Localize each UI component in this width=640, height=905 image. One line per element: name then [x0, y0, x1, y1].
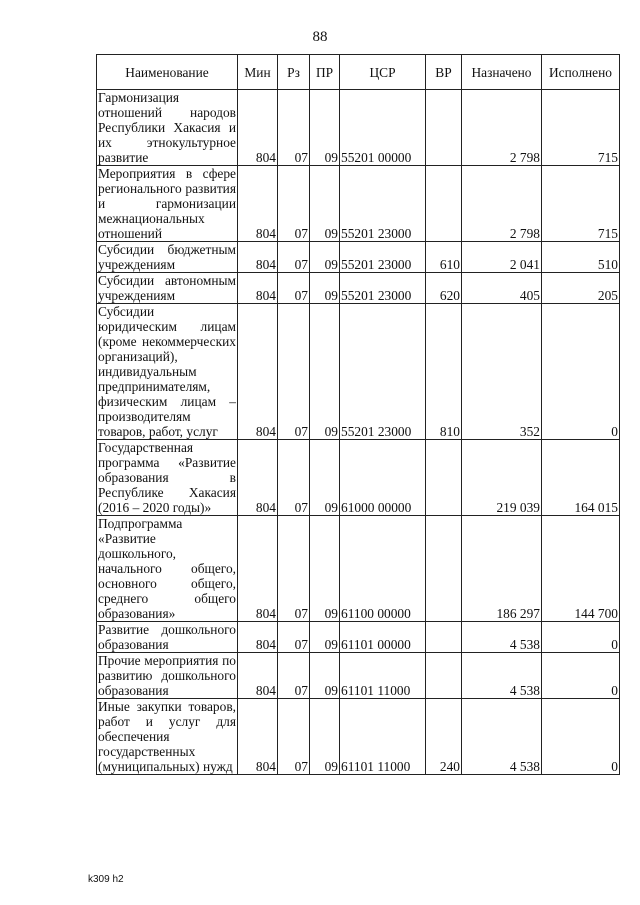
- row-name: Иные закупки товаров, работ и услуг для обеспечения государственных (муниципальных) нужд: [98, 699, 236, 774]
- table-row: [97, 516, 620, 622]
- table-row: [97, 653, 620, 699]
- row-min: 804: [238, 699, 278, 775]
- row-vr: 620: [426, 273, 462, 304]
- table-header-row: [97, 55, 620, 90]
- row-vr: 810: [426, 304, 462, 440]
- row-name: Субсидии юридическим лицам (кроме некоммерческих организаций), индивидуальным предпринимателям, физическим лицам – производителям товаров, работ, услуг: [98, 304, 236, 439]
- row-name: Государственная программа «Развитие образования в Республике Хакасия (2016 – 2020 годы)»: [98, 440, 236, 515]
- row-vr: [426, 90, 462, 166]
- row-pr: 09: [310, 90, 340, 166]
- row-csr: 55201 23000: [340, 166, 426, 242]
- row-csr: 61101 11000: [340, 699, 426, 775]
- row-pr: 09: [310, 273, 340, 304]
- row-min: 804: [238, 622, 278, 653]
- row-name: Гармонизация отношений народов Республики Хакасия и их этнокультурное развитие: [98, 90, 236, 165]
- table-row: [97, 242, 620, 273]
- row-executed: 0: [542, 653, 620, 699]
- row-rz: 07: [278, 516, 310, 622]
- row-pr: 09: [310, 166, 340, 242]
- row-rz: 07: [278, 273, 310, 304]
- row-executed: 715: [542, 166, 620, 242]
- row-pr: 09: [310, 622, 340, 653]
- header-executed: Исполнено: [542, 55, 620, 90]
- row-min: 804: [238, 166, 278, 242]
- table-row: [97, 440, 620, 516]
- row-vr: 240: [426, 699, 462, 775]
- header-min: Мин: [238, 55, 278, 90]
- row-name: Прочие мероприятия по развитию дошкольного образования: [98, 653, 236, 698]
- header-rz: Рз: [278, 55, 310, 90]
- row-executed: 144 700: [542, 516, 620, 622]
- row-executed: 205: [542, 273, 620, 304]
- row-executed: 0: [542, 622, 620, 653]
- table-row: [97, 166, 620, 242]
- row-min: 804: [238, 304, 278, 440]
- table-row: [97, 304, 620, 440]
- row-rz: 07: [278, 90, 310, 166]
- row-pr: 09: [310, 699, 340, 775]
- budget-table: [96, 54, 620, 775]
- row-rz: 07: [278, 242, 310, 273]
- row-name: Мероприятия в сфере регионального развития и гармонизации межнациональных отношений: [98, 166, 236, 241]
- row-executed: 0: [542, 699, 620, 775]
- row-csr: 55201 00000: [340, 90, 426, 166]
- row-vr: [426, 440, 462, 516]
- header-name: Наименование: [97, 55, 238, 90]
- row-csr: 61100 00000: [340, 516, 426, 622]
- row-csr: 55201 23000: [340, 273, 426, 304]
- row-vr: [426, 166, 462, 242]
- row-name: Субсидии бюджетным учреждениям: [98, 242, 236, 272]
- table-row: [97, 273, 620, 304]
- row-csr: 55201 23000: [340, 242, 426, 273]
- row-rz: 07: [278, 653, 310, 699]
- row-min: 804: [238, 90, 278, 166]
- row-assigned: 405: [462, 273, 542, 304]
- row-pr: 09: [310, 653, 340, 699]
- header-vr: ВР: [426, 55, 462, 90]
- row-executed: 164 015: [542, 440, 620, 516]
- row-pr: 09: [310, 440, 340, 516]
- row-assigned: 2 798: [462, 166, 542, 242]
- table-row: [97, 622, 620, 653]
- row-assigned: 4 538: [462, 699, 542, 775]
- header-csr: ЦСР: [340, 55, 426, 90]
- row-csr: 61101 11000: [340, 653, 426, 699]
- table-row: [97, 90, 620, 166]
- table-row: [97, 699, 620, 775]
- row-vr: [426, 653, 462, 699]
- row-executed: 0: [542, 304, 620, 440]
- row-csr: 55201 23000: [340, 304, 426, 440]
- header-assigned: Назначено: [462, 55, 542, 90]
- row-vr: [426, 622, 462, 653]
- footer-code: k309 h2: [88, 874, 124, 885]
- row-vr: 610: [426, 242, 462, 273]
- row-pr: 09: [310, 242, 340, 273]
- header-pr: ПР: [310, 55, 340, 90]
- row-name: Развитие дошкольного образования: [98, 622, 236, 652]
- row-rz: 07: [278, 166, 310, 242]
- row-assigned: 352: [462, 304, 542, 440]
- row-min: 804: [238, 242, 278, 273]
- row-executed: 510: [542, 242, 620, 273]
- row-assigned: 2 798: [462, 90, 542, 166]
- row-min: 804: [238, 273, 278, 304]
- row-pr: 09: [310, 516, 340, 622]
- row-rz: 07: [278, 440, 310, 516]
- row-name: Подпрограмма «Развитие дошкольного, начального общего, основного общего, среднего общего образования»: [98, 516, 236, 621]
- row-vr: [426, 516, 462, 622]
- row-assigned: 186 297: [462, 516, 542, 622]
- row-assigned: 4 538: [462, 653, 542, 699]
- row-assigned: 219 039: [462, 440, 542, 516]
- row-min: 804: [238, 516, 278, 622]
- row-name: Субсидии автономным учреждениям: [98, 273, 236, 303]
- row-csr: 61101 00000: [340, 622, 426, 653]
- row-csr: 61000 00000: [340, 440, 426, 516]
- row-pr: 09: [310, 304, 340, 440]
- row-assigned: 2 041: [462, 242, 542, 273]
- row-assigned: 4 538: [462, 622, 542, 653]
- row-min: 804: [238, 440, 278, 516]
- page-number: 88: [312, 29, 328, 45]
- row-min: 804: [238, 653, 278, 699]
- row-rz: 07: [278, 622, 310, 653]
- row-rz: 07: [278, 699, 310, 775]
- row-executed: 715: [542, 90, 620, 166]
- row-rz: 07: [278, 304, 310, 440]
